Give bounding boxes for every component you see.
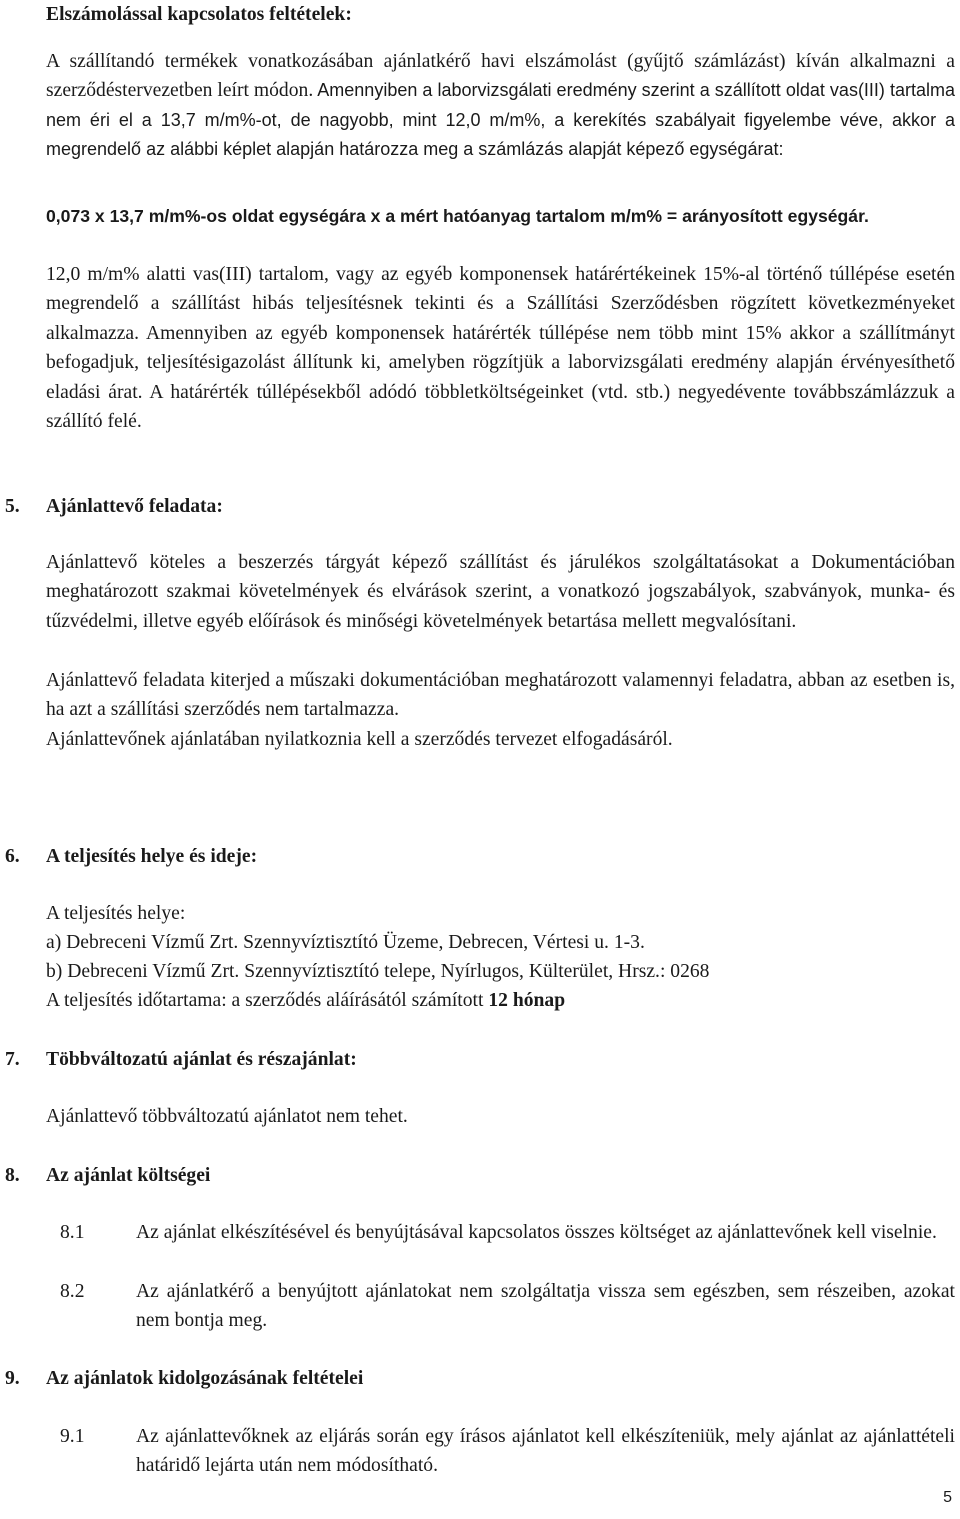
section-5-paragraph-2: Ajánlattevő feladata kiterjed a műszaki dokumentációban meghatározott valamennyi feladatra, abban az esetben is, ha azt a szállítási szerződés nem tartalmazza. — [46, 670, 955, 721]
section-6-duration — [46, 986, 955, 1015]
section-5-paragraph-1: Ajánlattevő köteles a beszerzés tárgyát képező szállítást és járulékos szolgáltatásokat a Dokumentációban meghatározott szakmai követelmények és elvárások szerint, a vonatkozó jogszabályok, szabványok, munka- és tűzvédelmi, illetve egyéb előírások és minőségi követelmények betartása mellett megvalósítani. — [46, 552, 955, 632]
section-5-paragraph-3: Ajánlattevőnek ajánlatában nyilatkoznia kell a szerződés tervezet elfogadásáról. — [46, 729, 673, 750]
section-5-number: 5. — [5, 496, 20, 517]
section-8-number: 8. — [5, 1165, 20, 1186]
section-9-title: Az ajánlatok kidolgozásának feltételei — [46, 1368, 364, 1389]
section-6-place-label: A teljesítés helye: — [46, 903, 186, 924]
section-7-title: Többváltozatú ajánlat és részajánlat: — [46, 1049, 357, 1070]
billing-paragraph-2: 12,0 m/m% alatti vas(III) tartalom, vagy az egyéb komponensek határértékeinek 15%-al történő túllépése esetén megrendelő a szállítást hibás teljesítésnek tekinti és a Szállítási Szerződésben rögzített következményeket alkalmazza. Amennyiben az egyéb komponensek határérték túllépése nem több mint 15% akkor a szállítmányt befogadjuk, teljesítésigazolást állítunk ki, amelyben rögzítjük a laborvizsgálati eredmény alapján érvényesíthető eladási árat. A határérték túllépésekből adódó többletköltségeinket (vtd. stb.) negyedévente továbbszámlázzuk a szállító felé. — [46, 264, 955, 433]
section-6-duration-text: A teljesítés időtartama: a szerződés aláírásától számított — [46, 990, 489, 1011]
section-8-item — [60, 1277, 955, 1336]
section-8-item-number: 8.2 — [60, 1281, 85, 1302]
page-number: 5 — [943, 1489, 952, 1506]
billing-heading: Elszámolással kapcsolatos feltételek: — [46, 4, 352, 25]
section-7-number: 7. — [5, 1049, 20, 1070]
section-9-number: 9. — [5, 1368, 20, 1389]
section-9-item-text: Az ajánlattevőknek az eljárás során egy írásos ajánlatot kell elkészíteniük, mely ajánlat az ajánlattételi határidő lejárta után nem módosítható. — [136, 1426, 955, 1477]
section-8-item-text: Az ajánlat elkészítésével és benyújtásával kapcsolatos összes költséget az ajánlattevőnek kell viselnie. — [136, 1222, 937, 1243]
section-8-title: Az ajánlat költségei — [46, 1165, 211, 1186]
section-6-place-b: b) Debreceni Vízmű Zrt. Szennyvíztisztító telepe, Nyírlugos, Külterület, Hrsz.: 0268 — [46, 961, 710, 982]
section-6-title: A teljesítés helye és ideje: — [46, 846, 258, 867]
billing-formula: 0,073 x 13,7 m/m%-os oldat egységára x a mért hatóanyag tartalom m/m% = arányosított egységár. — [46, 206, 869, 226]
section-9-item-number: 9.1 — [60, 1426, 85, 1447]
section-8-item — [60, 1218, 955, 1247]
billing-paragraph — [46, 47, 955, 165]
billing-para-sans: Amennyiben a laborvizsgálati eredmény szerint a szállított oldat vas(III) tartalma nem éri el a 13,7 m/m%-ot, de nagyobb, mint 12,0 m/m%, a kerekítés szabályait figyelembe véve, akkor a megrendelő az alábbi képlet alapján határozza meg a számlázás alapját képező egységárat: — [46, 80, 956, 160]
section-7-text: Ajánlattevő többváltozatú ajánlatot nem tehet. — [46, 1106, 408, 1127]
section-6-place-a: a) Debreceni Vízmű Zrt. Szennyvíztisztító Üzeme, Debrecen, Vértesi u. 1-3. — [46, 932, 645, 953]
section-6-duration-value: 12 hónap — [488, 990, 566, 1011]
section-8-item-text: Az ajánlatkérő a benyújtott ajánlatokat nem szolgáltatja vissza sem egészben, sem részeiben, azokat nem bontja meg. — [136, 1281, 955, 1332]
section-6-number: 6. — [5, 846, 20, 867]
section-5-title: Ajánlattevő feladata: — [46, 496, 223, 517]
section-8-item-number: 8.1 — [60, 1222, 85, 1243]
billing-para-serif: A szállítandó termékek vonatkozásában ajánlatkérő havi elszámolást (gyűjtő számlázást) kíván alkalmazni a szerződéstervezetben leírt módon. — [46, 51, 955, 102]
section-9-item — [60, 1422, 955, 1481]
